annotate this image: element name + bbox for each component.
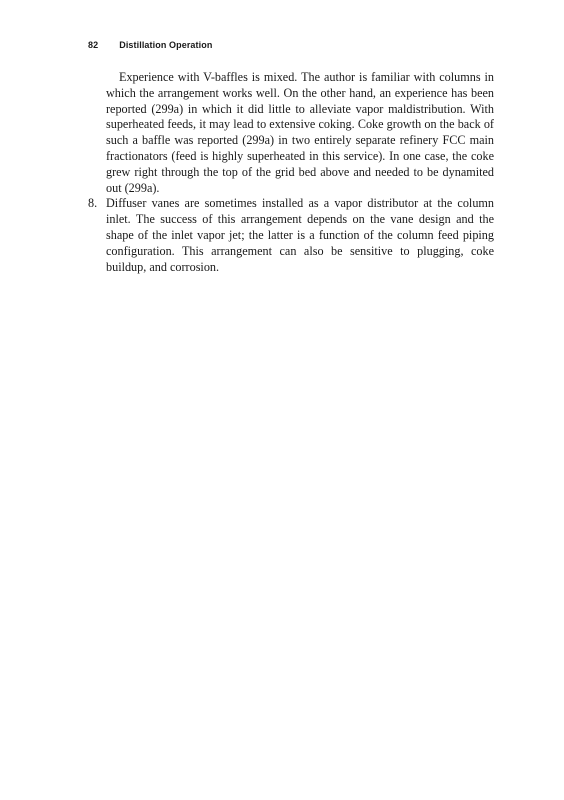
list-item-8 <box>88 196 494 275</box>
page-number: 82 <box>88 40 99 50</box>
paragraph-v-baffles: Experience with V-baffles is mixed. The author is familiar with columns in which the arrangement works well. On the other hand, an experience has been reported (299a) in which it did little to alleviate vapor maldistribution. With superheated feeds, it may lead to extensive coking. Coke growth on the back of such a baffle was reported (299a) in two entirely separate refinery FCC main fractionators (feed is highly superheated in this service). In one case, the coke grew right through the top of the grid bed above and needed to be dynamited out (299a). <box>106 70 494 195</box>
list-item-text: Diffuser vanes are sometimes installed as a vapor distributor at the column inlet. The success of this arrangement depends on the vane design and the shape of the inlet vapor jet; the latter is a function of the column feed piping configuration. This arrangement can also be sensitive to plugging, coke buildup, and corrosion. <box>106 196 494 274</box>
body-text <box>88 70 494 275</box>
list-item-number: 8. <box>88 196 98 211</box>
running-title: Distillation Operation <box>119 40 213 50</box>
running-header <box>88 40 212 50</box>
